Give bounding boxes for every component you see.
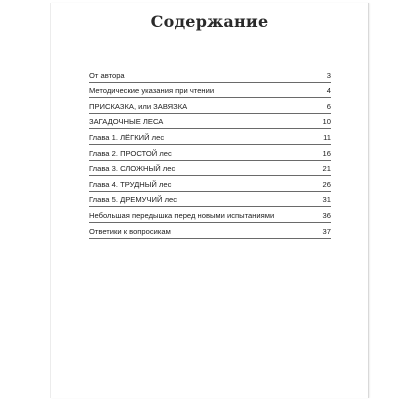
toc-entry-methodical-notes <box>89 83 331 99</box>
book-page <box>50 3 369 398</box>
toc-entry-title: Небольшая передышка перед новыми испытаниями <box>89 210 275 220</box>
toc-entry-chapter-3 <box>89 161 331 177</box>
toc-entry-title: ПРИСКАЗКА, или ЗАВЯЗКА <box>89 101 188 111</box>
toc-entry-chapter-4 <box>89 176 331 192</box>
toc-entry-chapter-2 <box>89 145 331 161</box>
toc-entry-prologue <box>89 98 331 114</box>
toc-entry-chapter-1 <box>89 129 331 145</box>
toc-entry-chapter-5 <box>89 192 331 208</box>
toc-entry-page: 3 <box>326 70 331 80</box>
toc-entry-title: Глава 5. ДРЕМУЧИЙ лес <box>89 195 178 205</box>
toc-entry-page: 36 <box>322 210 331 220</box>
toc-entry-page: 21 <box>322 164 331 174</box>
toc-entry-title: Ответики к вопросикам <box>89 226 171 236</box>
toc-entry-page: 10 <box>322 117 331 127</box>
toc-entry-page: 4 <box>326 86 331 96</box>
page-title: Содержание <box>150 12 269 31</box>
toc-entry-page: 6 <box>326 101 331 111</box>
toc-entry-page: 31 <box>322 195 331 205</box>
toc-entry-title: Глава 3. СЛОЖНЫЙ лес <box>89 164 176 174</box>
toc-entry-page: 16 <box>322 148 331 158</box>
toc-entry-title: От автора <box>89 70 125 80</box>
toc-entry-answers <box>89 223 331 239</box>
toc-entry-title: Глава 4. ТРУДНЫЙ лес <box>89 179 172 189</box>
toc-entry-page: 11 <box>323 132 331 142</box>
toc-entry-short-break <box>89 207 331 223</box>
toc-entry-page: 37 <box>322 226 331 236</box>
toc-entry-from-author <box>89 67 331 83</box>
toc-entry-title: Глава 2. ПРОСТОЙ лес <box>89 148 172 158</box>
table-of-contents <box>89 67 331 239</box>
toc-entry-page: 26 <box>322 179 331 189</box>
toc-entry-title: ЗАГАДОЧНЫЕ ЛЕСА <box>89 117 164 127</box>
toc-entry-title: Глава 1. ЛЁГКИЙ лес <box>89 132 165 142</box>
toc-entry-mysterious-forests <box>89 114 331 130</box>
toc-entry-title: Методические указания при чтении <box>89 86 215 96</box>
